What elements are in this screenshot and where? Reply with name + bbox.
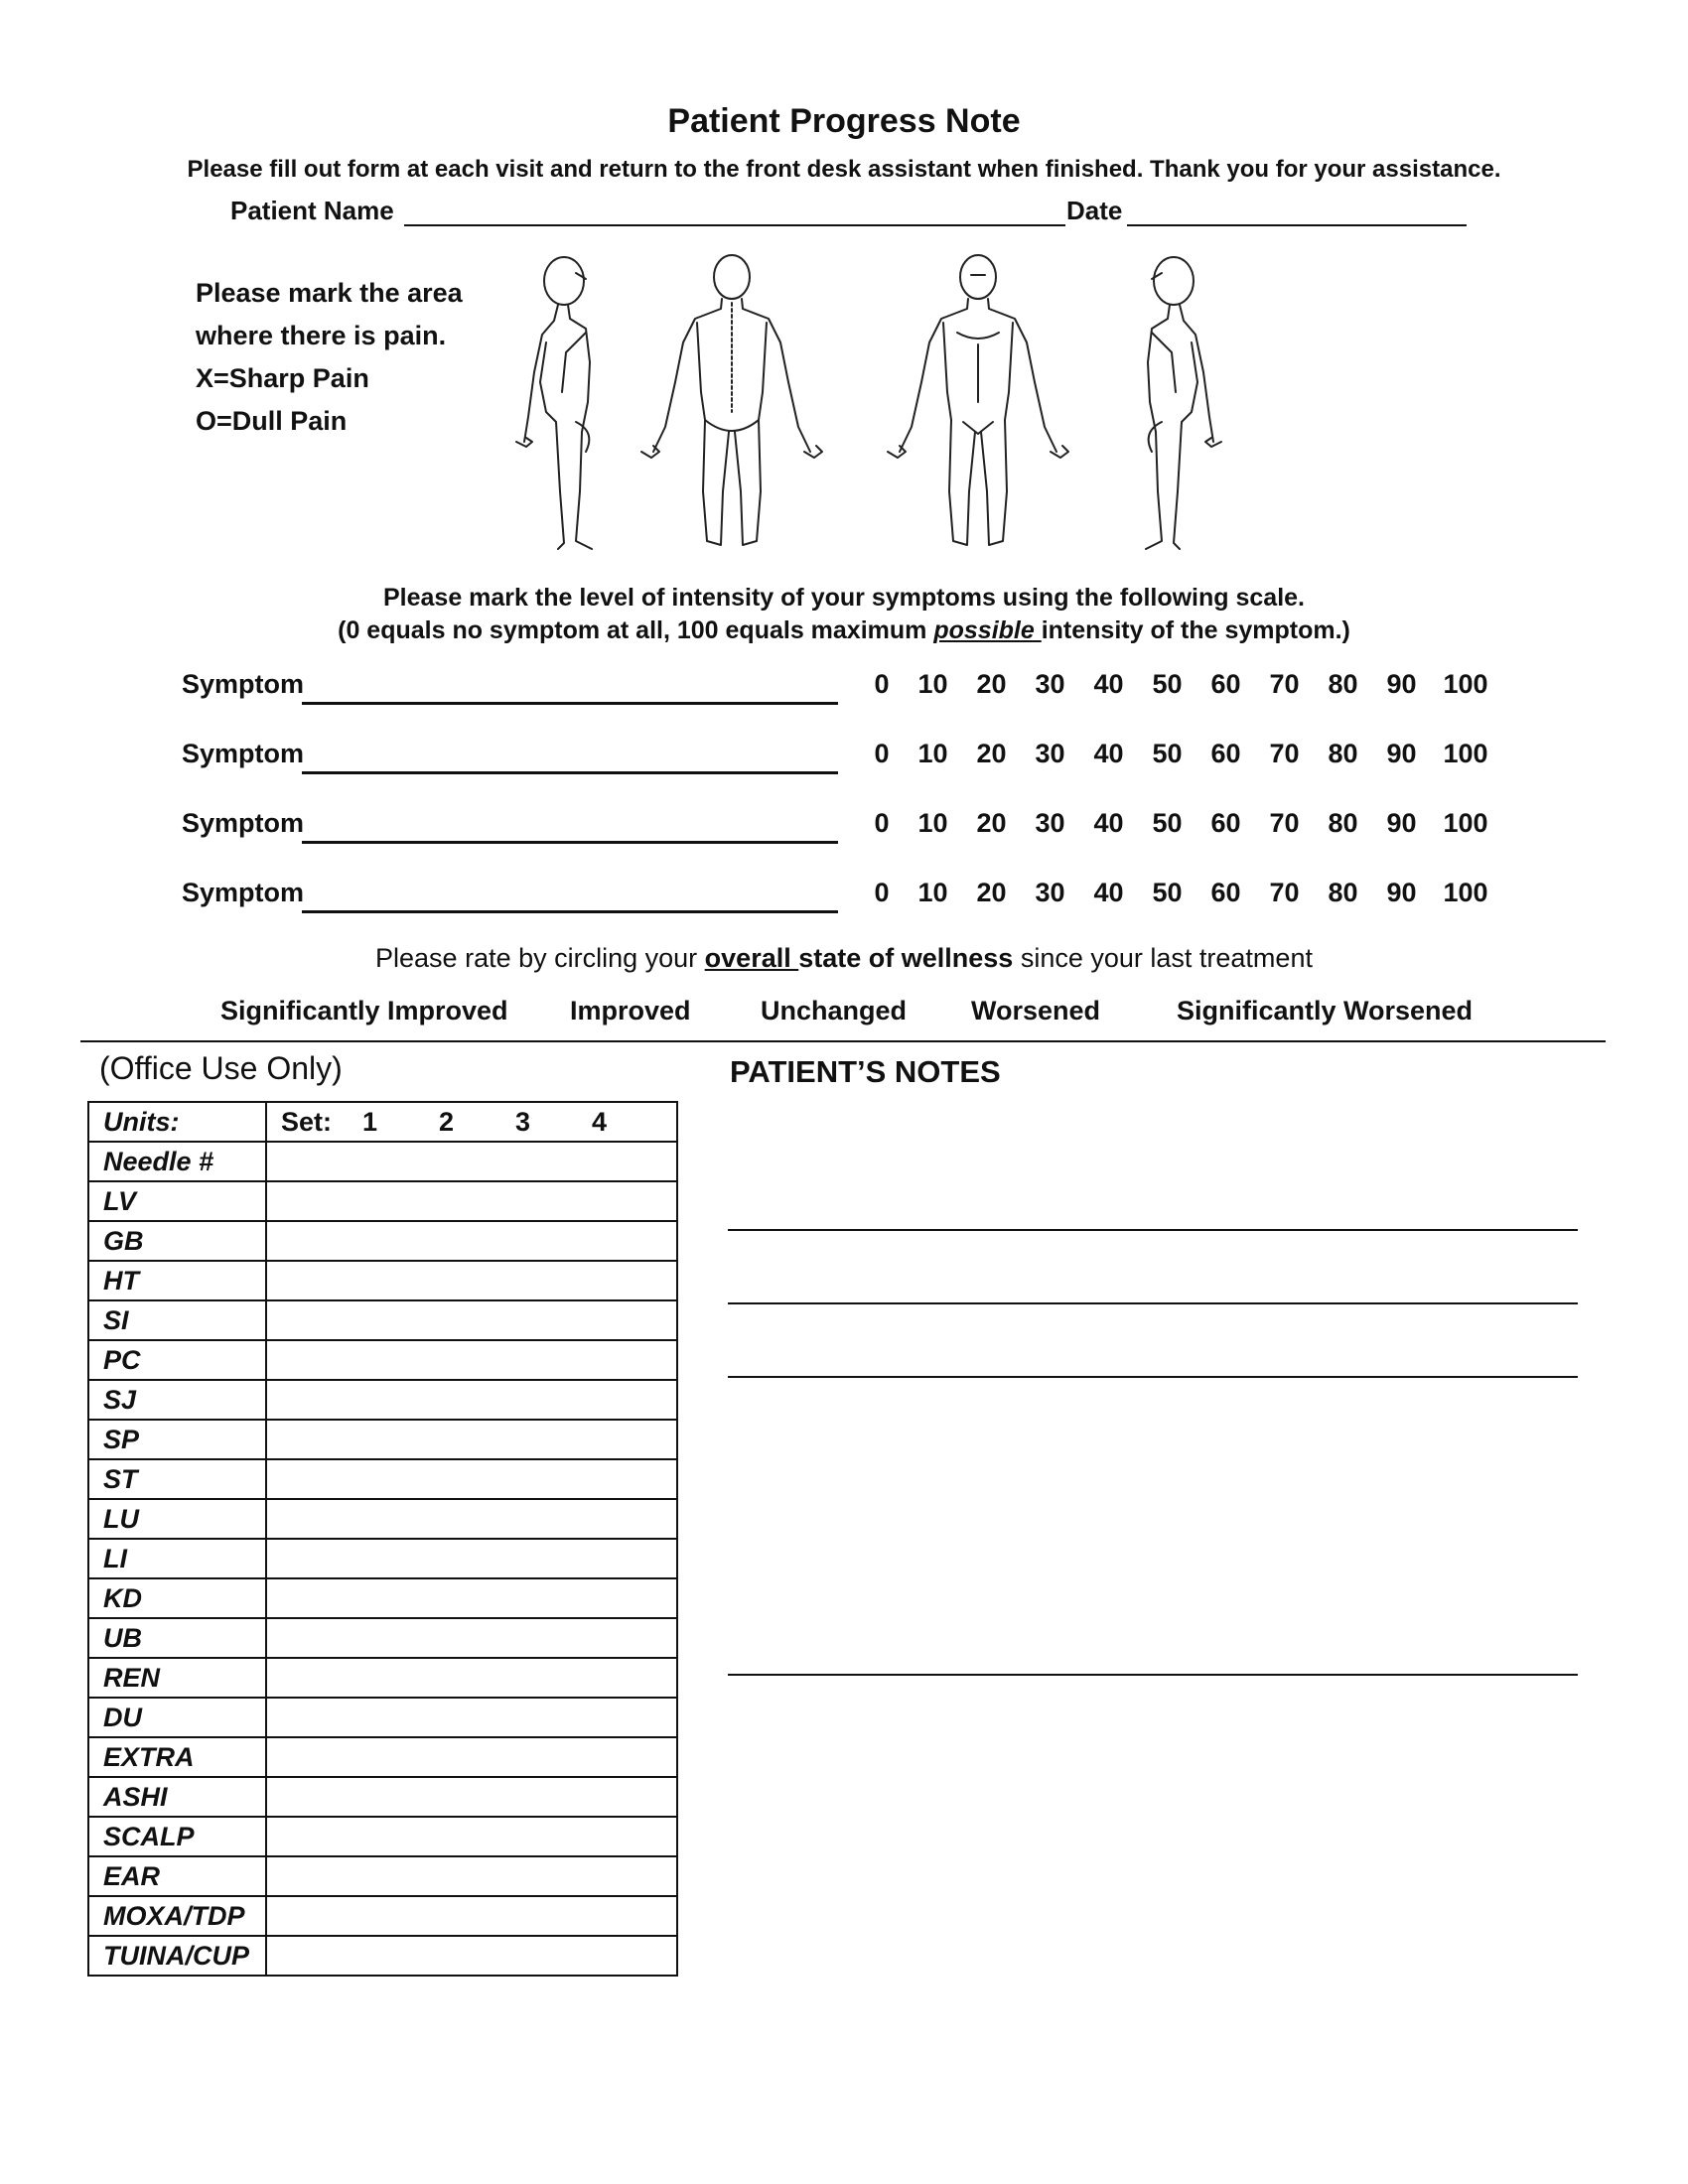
row-entry-cell[interactable]	[266, 1499, 677, 1539]
row-label: LV	[88, 1181, 266, 1221]
date-label: Date	[1066, 196, 1123, 225]
table-row	[88, 1658, 677, 1698]
patient-notes-title: PATIENT’S NOTES	[730, 1054, 1001, 1089]
table-row	[88, 1856, 677, 1896]
scale-value[interactable]: 10	[917, 669, 948, 699]
scale-value[interactable]: 100	[1443, 739, 1488, 768]
intensity-scale[interactable]	[860, 808, 1688, 839]
row-entry-cell[interactable]	[266, 1578, 677, 1618]
row-label: UB	[88, 1618, 266, 1658]
wellness-question: Please rate by circling your overall state of wellness since your last treatment	[375, 943, 1313, 973]
table-row	[88, 1340, 677, 1380]
table-row	[88, 1142, 677, 1181]
scale-value[interactable]: 60	[1210, 878, 1241, 907]
scale-value[interactable]: 90	[1386, 669, 1417, 699]
row-entry-cell[interactable]	[266, 1340, 677, 1380]
row-label: Needle #	[88, 1142, 266, 1181]
row-entry-cell[interactable]	[266, 1459, 677, 1499]
row-entry-cell[interactable]	[266, 1420, 677, 1459]
symptom-field[interactable]	[302, 771, 838, 774]
scale-value[interactable]: 50	[1152, 739, 1183, 768]
scale-value[interactable]: 20	[976, 878, 1007, 907]
table-row	[88, 1221, 677, 1261]
units-label: Units:	[88, 1102, 266, 1142]
table-row	[88, 1300, 677, 1340]
table-row	[88, 1181, 677, 1221]
scale-value[interactable]: 0	[874, 878, 890, 907]
body-side-view-left[interactable]	[1122, 253, 1231, 556]
row-entry-cell[interactable]	[266, 1856, 677, 1896]
office-use-title: (Office Use Only)	[99, 1050, 343, 1086]
wellness-option-improved[interactable]: Improved	[570, 996, 691, 1025]
row-entry-cell[interactable]	[266, 1618, 677, 1658]
scale-value[interactable]: 0	[874, 739, 890, 768]
office-use-table	[87, 1101, 678, 1977]
table-row	[88, 1102, 677, 1142]
body-front-view[interactable]	[872, 253, 1085, 551]
row-entry-cell[interactable]	[266, 1777, 677, 1817]
scale-value[interactable]: 100	[1443, 669, 1488, 699]
row-entry-cell[interactable]	[266, 1698, 677, 1737]
patient-name-label: Patient Name	[230, 196, 394, 225]
symptom-field[interactable]	[302, 702, 838, 705]
row-label: PC	[88, 1340, 266, 1380]
scale-value[interactable]: 70	[1269, 878, 1300, 907]
row-label: DU	[88, 1698, 266, 1737]
row-entry-cell[interactable]	[266, 1658, 677, 1698]
pain-instruction-line: Please mark the area	[196, 278, 463, 308]
row-label: SP	[88, 1420, 266, 1459]
row-label: KD	[88, 1578, 266, 1618]
table-row	[88, 1698, 677, 1737]
scale-value[interactable]: 40	[1093, 808, 1124, 838]
row-entry-cell[interactable]	[266, 1300, 677, 1340]
scale-value[interactable]: 30	[1035, 878, 1065, 907]
table-row	[88, 1499, 677, 1539]
table-row	[88, 1817, 677, 1856]
table-row	[88, 1261, 677, 1300]
notes-line[interactable]	[728, 1376, 1578, 1378]
scale-value[interactable]: 10	[917, 878, 948, 907]
sharp-pain-legend: X=Sharp Pain	[196, 363, 369, 393]
table-row	[88, 1380, 677, 1420]
body-side-view-right[interactable]	[506, 253, 616, 556]
table-row	[88, 1459, 677, 1499]
row-entry-cell[interactable]	[266, 1380, 677, 1420]
wellness-option-unchanged[interactable]: Unchanged	[761, 996, 908, 1025]
scale-value[interactable]: 40	[1093, 669, 1124, 699]
row-label: SI	[88, 1300, 266, 1340]
row-label: LI	[88, 1539, 266, 1578]
row-entry-cell[interactable]	[266, 1896, 677, 1936]
patient-name-field[interactable]	[404, 224, 1065, 226]
table-row	[88, 1737, 677, 1777]
notes-line[interactable]	[728, 1302, 1578, 1304]
wellness-option-significantly-improved[interactable]: Significantly Improved	[220, 996, 508, 1025]
table-row	[88, 1420, 677, 1459]
scale-value[interactable]: 60	[1210, 808, 1241, 838]
scale-value[interactable]: 50	[1152, 808, 1183, 838]
scale-value[interactable]: 80	[1328, 878, 1358, 907]
row-entry-cell[interactable]	[266, 1817, 677, 1856]
scale-value[interactable]: 30	[1035, 808, 1065, 838]
form-instructions: Please fill out form at each visit and return to the front desk assistant when finished. Thank you for your assistance.	[187, 156, 1501, 183]
symptom-field[interactable]	[302, 841, 838, 844]
scale-value[interactable]: 70	[1269, 808, 1300, 838]
scale-value[interactable]: 20	[976, 669, 1007, 699]
row-label: MOXA/TDP	[88, 1896, 266, 1936]
notes-line[interactable]	[728, 1674, 1578, 1676]
intensity-note: (0 equals no symptom at all, 100 equals maximum possible intensity of the symptom.)	[338, 616, 1350, 644]
row-entry-cell[interactable]	[266, 1181, 677, 1221]
scale-value[interactable]: 60	[1210, 669, 1241, 699]
scale-value[interactable]: 20	[976, 739, 1007, 768]
table-row	[88, 1896, 677, 1936]
scale-value[interactable]: 30	[1035, 669, 1065, 699]
scale-value[interactable]: 30	[1035, 739, 1065, 768]
wellness-option-worsened[interactable]: Worsened	[971, 996, 1101, 1025]
intensity-scale[interactable]	[860, 669, 1688, 700]
row-entry-cell[interactable]	[266, 1539, 677, 1578]
scale-value[interactable]: 90	[1386, 878, 1417, 907]
scale-value[interactable]: 10	[917, 808, 948, 838]
row-label: ST	[88, 1459, 266, 1499]
scale-value[interactable]: 70	[1269, 669, 1300, 699]
row-label: LU	[88, 1499, 266, 1539]
row-label: GB	[88, 1221, 266, 1261]
scale-value[interactable]: 80	[1328, 739, 1358, 768]
row-label: ASHI	[88, 1777, 266, 1817]
scale-value[interactable]: 50	[1152, 878, 1183, 907]
row-label: HT	[88, 1261, 266, 1300]
row-label: EXTRA	[88, 1737, 266, 1777]
intensity-intro: Please mark the level of intensity of your symptoms using the following scale.	[382, 584, 1305, 612]
dull-pain-legend: O=Dull Pain	[196, 406, 348, 436]
scale-value[interactable]: 80	[1328, 669, 1358, 699]
section-divider	[80, 1040, 1606, 1042]
scale-value[interactable]: 50	[1152, 669, 1183, 699]
scale-value[interactable]: 0	[874, 808, 890, 838]
date-field[interactable]	[1127, 224, 1467, 226]
symptom-field[interactable]	[302, 910, 838, 913]
scale-value[interactable]: 100	[1443, 878, 1488, 907]
row-label: REN	[88, 1658, 266, 1698]
scale-value[interactable]: 70	[1269, 739, 1300, 768]
notes-line[interactable]	[728, 1229, 1578, 1231]
scale-value[interactable]: 40	[1093, 739, 1124, 768]
scale-value[interactable]: 20	[976, 808, 1007, 838]
table-row	[88, 1936, 677, 1976]
row-entry-cell[interactable]	[266, 1142, 677, 1181]
pain-instruction-line: where there is pain.	[196, 321, 447, 350]
row-entry-cell[interactable]	[266, 1221, 677, 1261]
row-entry-cell[interactable]	[266, 1737, 677, 1777]
table-row	[88, 1618, 677, 1658]
table-row	[88, 1539, 677, 1578]
intensity-scale[interactable]	[860, 878, 1688, 908]
set-numbers[interactable]: Set: 1 2 3 4	[266, 1102, 677, 1142]
table-row	[88, 1777, 677, 1817]
scale-value[interactable]: 100	[1443, 808, 1488, 838]
scale-value[interactable]: 0	[874, 669, 890, 699]
row-label: SJ	[88, 1380, 266, 1420]
wellness-option-significantly-worsened[interactable]: Significantly Worsened	[1177, 996, 1474, 1025]
intensity-scale[interactable]	[860, 739, 1688, 769]
scale-value[interactable]: 90	[1386, 808, 1417, 838]
row-label: EAR	[88, 1856, 266, 1896]
scale-value[interactable]: 10	[917, 739, 948, 768]
scale-value[interactable]: 60	[1210, 739, 1241, 768]
body-back-view[interactable]	[626, 253, 839, 551]
row-entry-cell[interactable]	[266, 1936, 677, 1976]
table-row	[88, 1578, 677, 1618]
page-title: Patient Progress Note	[667, 102, 1021, 140]
possible-emphasis: possible	[933, 616, 1042, 644]
row-label: SCALP	[88, 1817, 266, 1856]
scale-value[interactable]: 80	[1328, 808, 1358, 838]
row-label: TUINA/CUP	[88, 1936, 266, 1976]
row-entry-cell[interactable]	[266, 1261, 677, 1300]
scale-value[interactable]: 90	[1386, 739, 1417, 768]
scale-value[interactable]: 40	[1093, 878, 1124, 907]
